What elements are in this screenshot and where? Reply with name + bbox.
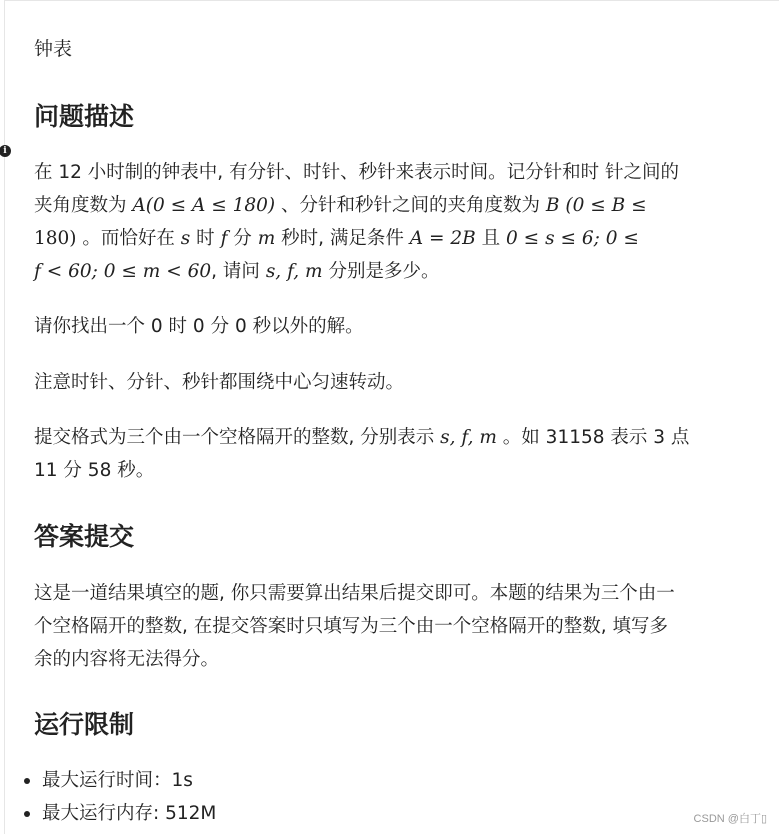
description-line-3 bbox=[34, 222, 769, 255]
limit-memory: 最大运行内存: 512M bbox=[42, 803, 217, 824]
math: s bbox=[180, 228, 191, 249]
limit-time: 最大运行时间：1s bbox=[42, 770, 193, 791]
bullet-icon bbox=[24, 811, 30, 817]
paragraph-hands-note: 注意时针、分针、秒针都围绕中心匀速转动。 bbox=[34, 372, 405, 393]
math: m bbox=[257, 228, 276, 249]
section-heading-problem: 问题描述 bbox=[34, 102, 135, 131]
math: 0 ≤ s ≤ 6; 0 ≤ bbox=[506, 228, 639, 249]
description-line-1: 在 12 小时制的钟表中, 有分针、时针、秒针来表示时间。记分针和时 针之间的 bbox=[34, 162, 679, 183]
description-line-4 bbox=[34, 255, 769, 288]
text: 。而恰好在 bbox=[76, 228, 181, 249]
problem-title: 钟表 bbox=[34, 38, 73, 60]
text: , 请问 bbox=[211, 261, 266, 282]
watermark: CSDN @白丁▯ bbox=[693, 813, 767, 825]
info-marker-icon: i bbox=[0, 145, 11, 157]
format-line-2: 11 分 58 秒。 bbox=[34, 460, 155, 481]
bullet-icon bbox=[24, 778, 30, 784]
answer-line: 个空格隔开的整数, 在提交答案时只填写为三个由一个空格隔开的整数, 填写多 bbox=[34, 616, 669, 637]
paragraph-answer bbox=[34, 577, 769, 676]
math: f < 60; 0 ≤ m < 60 bbox=[34, 261, 212, 282]
description-line-2 bbox=[34, 189, 769, 222]
math-b-range: B (0 ≤ B ≤ bbox=[545, 195, 647, 216]
text: 分别是多少。 bbox=[322, 261, 440, 282]
limits-list bbox=[0, 764, 740, 830]
list-item bbox=[0, 797, 740, 830]
paragraph-other-solution: 请你找出一个 0 时 0 分 0 秒以外的解。 bbox=[34, 316, 364, 337]
math: 180) bbox=[34, 228, 77, 249]
text: 分 bbox=[227, 228, 258, 249]
format-line-1 bbox=[34, 421, 769, 454]
section-heading-answer: 答案提交 bbox=[34, 522, 135, 551]
paragraph-submit-format bbox=[34, 421, 769, 487]
text: 时 bbox=[190, 228, 221, 249]
math: s, f, m bbox=[265, 261, 323, 282]
text: 、分针和秒针之间的夹角度数为 bbox=[275, 195, 546, 216]
text: 秒时, 满足条件 bbox=[275, 228, 410, 249]
answer-line: 余的内容将无法得分。 bbox=[34, 649, 220, 670]
text: 夹角度数为 bbox=[34, 195, 133, 216]
answer-line: 这是一道结果填空的题, 你只需要算出结果后提交即可。本题的结果为三个由一 bbox=[34, 583, 675, 604]
problem-description bbox=[34, 156, 769, 288]
math-condition: A = 2B bbox=[409, 228, 476, 249]
text: 。如 31158 表示 3 点 bbox=[496, 427, 690, 448]
text: 提交格式为三个由一个空格隔开的整数, 分别表示 bbox=[34, 427, 441, 448]
section-heading-limits: 运行限制 bbox=[34, 710, 135, 739]
math-a-range: A(0 ≤ A ≤ 180) bbox=[132, 195, 276, 216]
math: s, f, m bbox=[440, 427, 497, 448]
math: f bbox=[220, 228, 228, 249]
list-item bbox=[0, 764, 740, 797]
text: 且 bbox=[475, 228, 507, 249]
